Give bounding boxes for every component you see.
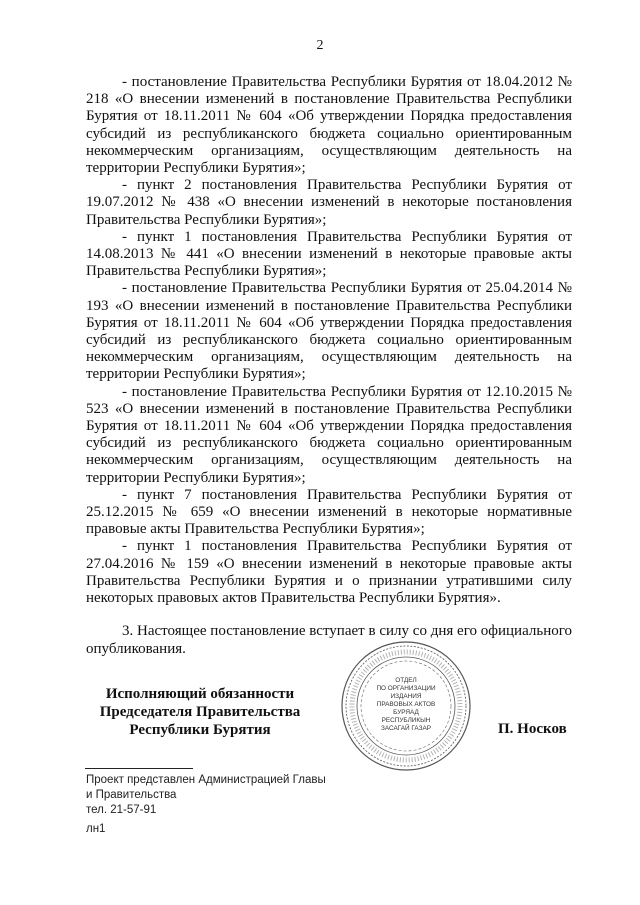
footer-line: тел. 21-57-91 bbox=[86, 804, 157, 816]
list-item: - пункт 1 постановления Правительства Республики Бурятия от 14.08.2013 № 441 «О внесении изменений в некоторые правовые акты Правительства Республики Бурятия»; bbox=[86, 228, 572, 280]
signatory-title-line: Республики Бурятия bbox=[129, 722, 271, 738]
page-number: 2 bbox=[316, 38, 324, 53]
footer-divider bbox=[85, 768, 193, 769]
signatory-title-line: Исполняющий обязанности bbox=[105, 686, 295, 702]
seal-text: ПРАВОВЫХ АКТОВ bbox=[376, 701, 436, 708]
list-item: - постановление Правительства Республики Бурятия от 25.04.2014 № 193 «О внесении изменений в постановление Правительства Республики Бурятия от 18.11.2011 № 604 «Об утверждении Порядка предоставления субсидий из республиканского бюджета социально ориентированным некоммерческим организациям, осуществляющим деятельность на территории Республики Бурятия»; bbox=[86, 280, 572, 383]
official-seal-icon bbox=[340, 640, 472, 772]
footer-line: лн1 bbox=[86, 823, 106, 835]
footer-line: Проект представлен Администрацией Главы bbox=[86, 774, 326, 786]
footer-note bbox=[86, 773, 386, 837]
signatory-title bbox=[90, 685, 310, 739]
final-clause: 3. Настоящее постановление вступает в силу со дня его официального опубликования. bbox=[86, 623, 572, 657]
list-item: - постановление Правительства Республики Бурятия от 12.10.2015 № 523 «О внесении изменений в постановление Правительства Республики Бурятия от 18.11.2011 № 604 «Об утверждении Порядка предоставления субсидий из республиканского бюджета социально ориентированным некоммерческим организациям, осуществляющим деятельность на территории Республики Бурятия»; bbox=[86, 383, 572, 486]
seal-text: РЕСПУБЛИКЫН bbox=[381, 717, 431, 724]
list-item: - постановление Правительства Республики Бурятия от 18.04.2012 № 218 «О внесении изменений в постановление Правительства Республики Бурятия от 18.11.2011 № 604 «Об утверждении Порядка предоставления субсидий из республиканского бюджета социально ориентированным некоммерческим организациям, осуществляющим деятельность на территории Республики Бурятия»; bbox=[86, 74, 572, 177]
seal-text: ОТДЕЛ bbox=[395, 677, 417, 684]
list-item: - пункт 1 постановления Правительства Республики Бурятия от 27.04.2016 № 159 «О внесении изменений в некоторые правовые акты Правительства Республики Бурятия и о признании утратившими силу некоторых правовых актов Правительства Республики Бурятия». bbox=[86, 538, 572, 607]
seal-text: ЗАСАГАЙ ГАЗАР bbox=[381, 725, 431, 732]
list-item: - пункт 2 постановления Правительства Республики Бурятия от 19.07.2012 № 438 «О внесении изменений в некоторые постановления Правительства Республики Бурятия»; bbox=[86, 177, 572, 228]
footer-line: и Правительства bbox=[86, 789, 177, 801]
seal-text: ПО ОРГАНИЗАЦИИ bbox=[376, 685, 436, 692]
seal-text: БУРЯАД bbox=[393, 709, 419, 716]
seal-text: ИЗДАНИЯ bbox=[390, 693, 422, 700]
signatory-name: П. Носков bbox=[498, 721, 567, 737]
document-body bbox=[86, 74, 572, 658]
signatory-title-line: Председателя Правительства bbox=[99, 704, 301, 720]
list-item: - пункт 7 постановления Правительства Республики Бурятия от 25.12.2015 № 659 «О внесении изменений в некоторые нормативные правовые акты Правительства Республики Бурятия»; bbox=[86, 486, 572, 538]
